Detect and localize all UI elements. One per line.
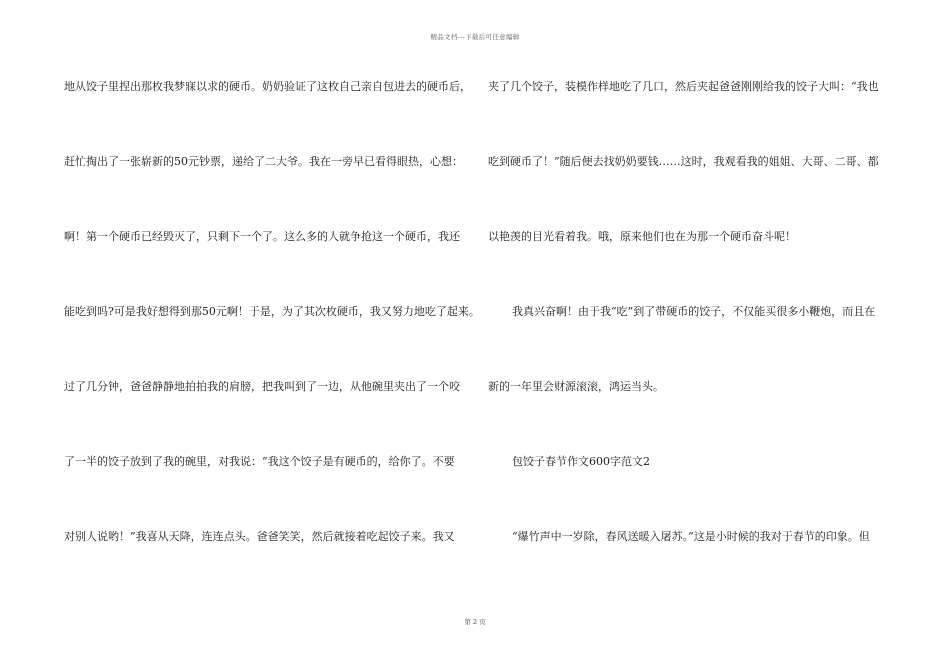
text-line: 吃到硬币了！”随后便去找奶奶要钱……这时，我观看我的姐姐、大哥、二哥、都: [488, 155, 879, 168]
text-line: 啊！第一个硬币已经毁灭了，只剩下一个了。这么多的人就争抢这一个硬币，我还: [64, 230, 460, 243]
text-line: 了一半的饺子放到了我的碗里，对我说：“我这个饺子是有硬币的，给你了。不要: [64, 455, 455, 468]
text-line: 以艳羡的目光看着我。哦，原来他们也在为那一个硬币奋斗呢！: [488, 230, 796, 243]
text-line: 地从饺子里捏出那枚我梦寐以求的硬币。奶奶验证了这枚自己亲自包进去的硬币后，: [64, 80, 471, 93]
text-line: 夹了几个饺子，装模作样地吃了几口，然后夹起爸爸刚刚给我的饺子大叫：“我也: [488, 80, 879, 93]
text-line: 过了几分钟，爸爸静静地拍拍我的肩膀，把我叫到了一边，从他碗里夹出了一个咬: [64, 380, 460, 393]
text-line: “爆竹声中一岁除，春风送暖入屠苏。”这是小时候的我对于春节的印象。但: [512, 530, 870, 543]
text-line: 能吃到吗?可是我好想得到那50元啊！于是，为了其次枚硬币，我又努力地吃了起来。: [64, 305, 480, 318]
text-line: 对别人说哟！”我喜从天降，连连点头。爸爸笑笑，然后就接着吃起饺子来。我又: [64, 530, 455, 543]
text-line: 新的一年里会财源滚滚，鸿运当头。: [488, 380, 664, 393]
section-heading: 包饺子春节作文600字范文2: [512, 455, 650, 468]
text-line: 我真兴奋啊！由于我“吃”到了带硬币的饺子，不仅能买很多小鞭炮，而且在: [512, 305, 876, 318]
page-number: 第 2 页: [464, 618, 486, 626]
page-header: 精品文档---下载后可任意编辑: [430, 33, 520, 41]
text-line: 赶忙掏出了一张崭新的50元钞票，递给了二大爷。我在一旁早已看得眼热，心想：: [64, 155, 463, 168]
